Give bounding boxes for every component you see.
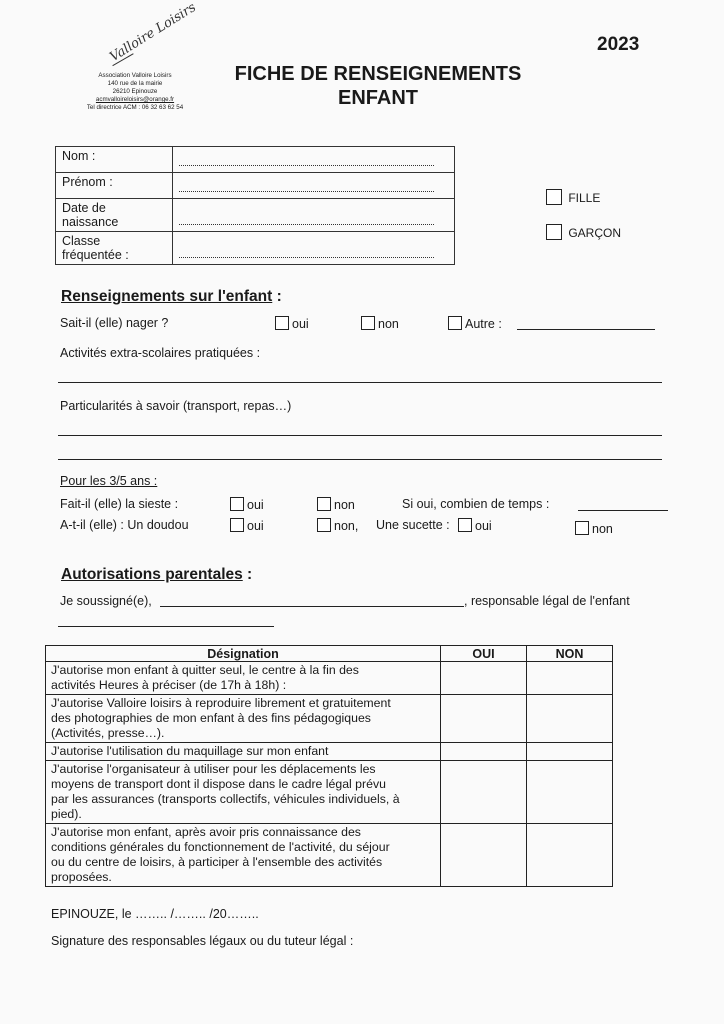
association-name: Association Valloire Loisirs	[98, 72, 172, 79]
designation-line: J'autorise l'utilisation du maquillage sur mon enfant	[51, 744, 329, 758]
field-sieste-duree[interactable]	[578, 510, 668, 511]
signature-label: Signature des responsables légaux ou du tuteur légal :	[51, 934, 354, 948]
field-nager-autre[interactable]	[517, 329, 655, 330]
label-sucette-oui: oui	[475, 519, 492, 533]
designation-line: activités Heures à préciser (de 17h à 18h) :	[51, 678, 287, 692]
designation-cell	[46, 761, 441, 824]
date-line[interactable]: EPINOUZE, le …….. /…….. /20……..	[51, 907, 259, 921]
association-email: acmvalloireloisirs@orange.fr	[95, 96, 175, 103]
label-naissance	[56, 199, 173, 232]
table-row	[46, 761, 613, 824]
table-row	[46, 662, 613, 695]
designation-line: des photographies de mon enfant à des fins pédagogiques	[51, 711, 371, 725]
cell-oui[interactable]	[441, 761, 527, 824]
label-nager-oui: oui	[292, 317, 309, 331]
label-fille: FILLE	[568, 191, 601, 205]
section-heading-autorisations	[61, 566, 252, 584]
association-phone: Tel directrice ACM : 06 32 63 62 54	[86, 104, 184, 111]
association-address	[72, 72, 198, 112]
label-doudou-oui: oui	[247, 519, 264, 533]
label-responsable: , responsable légal de l'enfant	[464, 594, 630, 608]
label-activites: Activités extra-scolaires pratiquées :	[60, 346, 261, 360]
title-line-2: ENFANT	[338, 87, 418, 109]
heading-infos-text: Renseignements sur l'enfant	[61, 288, 273, 305]
label-sieste-non: non	[334, 498, 355, 512]
option-nager-non[interactable]	[361, 316, 399, 331]
option-sieste-oui[interactable]	[230, 497, 264, 512]
checkbox-doudou-oui[interactable]	[230, 518, 244, 532]
designation-line: proposées.	[51, 870, 112, 884]
field-enfant[interactable]	[58, 626, 274, 627]
option-nager-oui[interactable]	[275, 316, 309, 331]
option-nager-autre[interactable]	[448, 316, 502, 331]
option-sieste-non[interactable]	[317, 497, 355, 512]
field-naissance[interactable]	[173, 199, 455, 232]
designation-line: moyens de transport dont il dispose dans le cadre légal prévu	[51, 777, 386, 791]
section-heading-infos	[61, 288, 282, 306]
cell-oui[interactable]	[441, 695, 527, 743]
checkbox-nager-oui[interactable]	[275, 316, 289, 330]
label-soussigne: Je soussigné(e),	[60, 594, 152, 608]
option-doudou-non[interactable]	[317, 518, 358, 533]
label-garcon: GARÇON	[568, 226, 622, 240]
designation-line: J'autorise mon enfant, après avoir pris connaissance des	[51, 825, 361, 839]
field-soussigne[interactable]	[160, 606, 464, 607]
identity-table	[55, 146, 455, 265]
heading-infos-suffix: :	[272, 288, 282, 305]
designation-line: ou du centre de loisirs, à participer à l'ensemble des activités	[51, 855, 383, 869]
checkbox-sieste-oui[interactable]	[230, 497, 244, 511]
table-row	[46, 743, 613, 761]
label-classe-1: Classe	[62, 234, 101, 248]
cell-oui[interactable]	[441, 662, 527, 695]
designation-line: J'autorise l'organisateur à utiliser pour les déplacements les	[51, 762, 376, 776]
heading-autorisations-text: Autorisations parentales	[61, 566, 243, 583]
checkbox-sieste-non[interactable]	[317, 497, 331, 511]
label-particularites: Particularités à savoir (transport, repas…)	[60, 399, 292, 413]
cell-oui[interactable]	[441, 824, 527, 887]
association-street: 140 rue de la mairie	[107, 80, 163, 87]
field-nom[interactable]	[173, 147, 455, 173]
label-prenom: Prénom :	[56, 173, 173, 199]
title-line-1: FICHE DE RENSEIGNEMENTS	[234, 63, 522, 85]
checkbox-fille[interactable]	[546, 189, 562, 205]
label-sucette-non: non	[592, 522, 613, 536]
designation-cell	[46, 824, 441, 887]
cell-non[interactable]	[527, 695, 613, 743]
row-naissance	[56, 199, 455, 232]
designation-cell	[46, 662, 441, 695]
option-sucette-oui[interactable]	[458, 518, 492, 533]
row-classe	[56, 232, 455, 265]
heading-autorisations-suffix: :	[242, 566, 253, 583]
question-nager: Sait-il (elle) nager ?	[60, 316, 169, 330]
checkbox-nager-autre[interactable]	[448, 316, 462, 330]
field-activites[interactable]	[58, 382, 662, 383]
checkbox-sucette-oui[interactable]	[458, 518, 472, 532]
col-designation: Désignation	[46, 646, 441, 662]
designation-line: par les assurances (transports collectifs, véhicules individuels, à	[51, 792, 400, 806]
label-naissance-2: naissance	[62, 215, 119, 229]
field-prenom[interactable]	[173, 173, 455, 199]
checkbox-garcon[interactable]	[546, 224, 562, 240]
option-doudou-oui[interactable]	[230, 518, 264, 533]
designation-line: J'autorise mon enfant à quitter seul, le centre à la fin des	[51, 663, 359, 677]
field-particularites-2[interactable]	[58, 459, 662, 460]
cell-non[interactable]	[527, 824, 613, 887]
label-3-5-ans: Pour les 3/5 ans :	[60, 474, 158, 488]
designation-cell	[46, 695, 441, 743]
label-doudou-non: non,	[334, 519, 359, 533]
authorizations-table	[45, 645, 613, 887]
option-garcon[interactable]	[546, 224, 621, 240]
label-classe-2: fréquentée :	[62, 248, 129, 262]
cell-non[interactable]	[527, 743, 613, 761]
question-sieste: Fait-il (elle) la sieste :	[60, 497, 179, 511]
association-city: 26210 Epinouze	[112, 88, 158, 95]
label-si-oui: Si oui, combien de temps :	[402, 497, 550, 511]
table-row	[46, 824, 613, 887]
cell-non[interactable]	[527, 662, 613, 695]
checkbox-sucette-non[interactable]	[575, 521, 589, 535]
option-fille[interactable]	[546, 189, 600, 205]
option-sucette-non[interactable]	[575, 521, 613, 536]
field-particularites-1[interactable]	[58, 435, 662, 436]
page-title	[198, 62, 558, 110]
field-classe[interactable]	[173, 232, 455, 265]
label-sucette: Une sucette :	[376, 518, 450, 532]
checkbox-doudou-non[interactable]	[317, 518, 331, 532]
designation-line: conditions générales du fonctionnement de l'activité, du séjour	[51, 840, 390, 854]
label-nom: Nom :	[56, 147, 173, 173]
cell-oui[interactable]	[441, 743, 527, 761]
cell-non[interactable]	[527, 761, 613, 824]
designation-line: pied).	[51, 807, 82, 821]
label-nager-non: non	[378, 317, 399, 331]
designation-line: (Activités, presse…).	[51, 726, 165, 740]
association-logo: Valloire Loisirs	[107, 0, 199, 66]
label-classe	[56, 232, 173, 265]
year-label: 2023	[597, 34, 640, 55]
logo-stroke	[106, 43, 133, 66]
label-nager-autre: Autre :	[465, 317, 502, 331]
question-doudou: A-t-il (elle) : Un doudou	[60, 518, 189, 532]
label-sieste-oui: oui	[247, 498, 264, 512]
table-header-row	[46, 646, 613, 662]
row-prenom	[56, 173, 455, 199]
col-non: NON	[527, 646, 613, 662]
label-naissance-1: Date de	[62, 201, 106, 215]
table-row	[46, 695, 613, 743]
checkbox-nager-non[interactable]	[361, 316, 375, 330]
col-oui: OUI	[441, 646, 527, 662]
designation-line: J'autorise Valloire loisirs à reproduire librement et gratuitement	[51, 696, 391, 710]
designation-cell	[46, 743, 441, 761]
row-nom	[56, 147, 455, 173]
